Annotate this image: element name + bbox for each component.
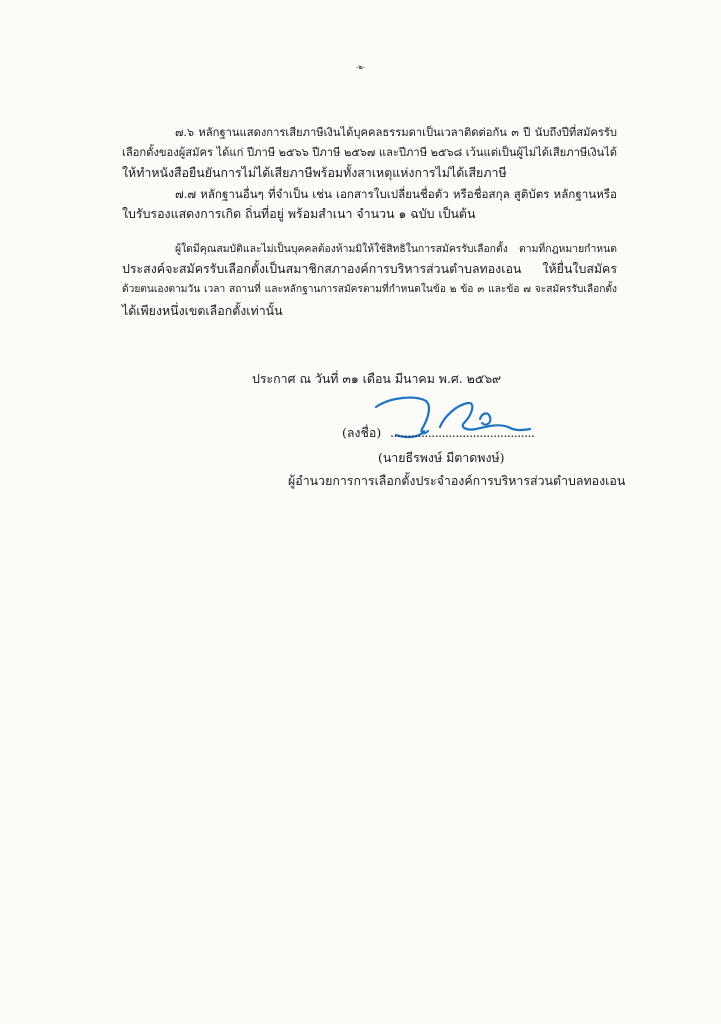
item-7-7-line-1: ๗.๗ หลักฐานอื่นๆ ที่จำเป็น เช่น เอกสารใบเปลี่ยนชื่อตัว หรือชื่อสกุล สูติบัตร หลักฐานหรือ: [175, 187, 617, 201]
item-7-6-line-3: ให้ทำหนังสือยืนยันการไม่ได้เสียภาษีพร้อมทั้งสาเหตุแห่งการไม่ได้เสียภาษี: [122, 165, 507, 180]
signatory-name: (นายธีรพงษ์ มีตาดพงษ์): [378, 450, 505, 465]
signature-dotted-line: ..........................................: [390, 425, 535, 440]
page-number: -๒-: [355, 63, 366, 71]
item-7-6-line-1: ๗.๖ หลักฐานแสดงการเสียภาษีเงินได้บุคคลธรรมดาเป็นเวลาติดต่อกัน ๓ ปี นับถึงปีที่สมัครรับ: [175, 126, 617, 139]
signatory-position: ผู้อำนวยการการเลือกตั้งประจำองค์การบริหารส่วนตำบลทองเอน: [288, 473, 626, 488]
item-7-7-line-2: ใบรับรองแสดงการเกิด ถิ่นที่อยู่ พร้อมสำเนา จำนวน ๑ ฉบับ เป็นต้น: [122, 206, 476, 221]
paragraph-line-3: ด้วยตนเองตามวัน เวลา สถานที่ และหลักฐานการสมัครตามที่กำหนดในข้อ ๒ ข้อ ๓ และข้อ ๗ จะสมัครรับเลือกตั้ง: [122, 284, 617, 295]
paragraph-line-2: ประสงค์จะสมัครรับเลือกตั้งเป็นสมาชิกสภาองค์การบริหารส่วนตำบลทองเอน ให้ยื่นใบสมัคร: [122, 261, 617, 276]
item-7-6-line-2: เลือกตั้งของผู้สมัคร ได้แก่ ปีภาษี ๒๕๖๖ ปีภาษี ๒๕๖๗ และปีภาษี ๒๕๖๘ เว้นแต่เป็นผู้ไม่ได้เสียภาษีเงินได้: [122, 146, 618, 159]
paragraph-line-4: ได้เพียงหนึ่งเขตเลือกตั้งเท่านั้น: [122, 303, 283, 318]
announcement-date: ประกาศ ณ วันที่ ๓๑ เดือน มีนาคม พ.ศ. ๒๕๖๙: [252, 371, 502, 386]
signature-label: (ลงชื่อ): [342, 425, 382, 440]
paragraph-line-1: ผู้ใดมีคุณสมบัติและไม่เป็นบุคคลต้องห้ามมิให้ใช้สิทธิในการสมัครรับเลือกตั้ง ตามที่กฎหมายกำหนด: [175, 243, 617, 255]
